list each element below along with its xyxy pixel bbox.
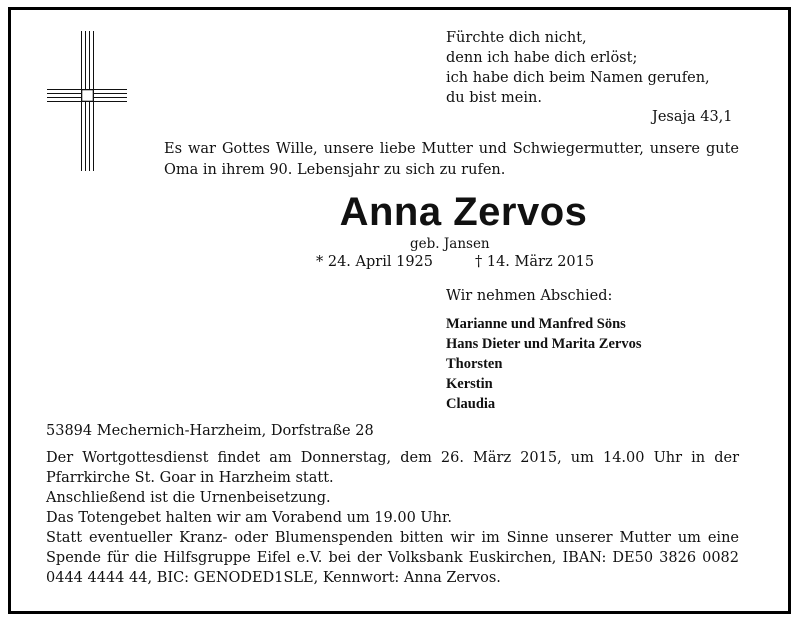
bible-quote	[446, 28, 710, 108]
mourner-name: Thorsten	[446, 356, 503, 372]
intro-text: Es war Gottes Wille, unsere liebe Mutter und Schwiegermutter, unsere gute Oma in ihrem 90. Lebensjahr zu sich zu rufen.	[164, 141, 739, 178]
quote-line: du bist mein.	[446, 90, 542, 106]
life-dates	[316, 254, 594, 270]
mourner-name: Claudia	[446, 396, 496, 412]
detail-paragraph: Statt eventueller Kranz- oder Blumenspenden bitten wir im Sinne unserer Mutter um eine Spende für die Hilfsgruppe Eifel e.V. bei der Volksbank Euskirchen, IBAN: DE50 3826 0082 0444 4444 44, BIC: GENODED1SLE, Kennwort: Anna Zervos.	[46, 530, 739, 586]
mourner-name: Hans Dieter und Marita Zervos	[446, 336, 642, 352]
service-details	[46, 448, 739, 588]
farewell-label: Wir nehmen Abschied:	[446, 288, 613, 304]
mourner-name: Kerstin	[446, 376, 493, 392]
birth-date: * 24. April 1925	[316, 254, 433, 270]
detail-paragraph: Der Wortgottesdienst findet am Donnerstag, dem 26. März 2015, um 14.00 Uhr in der Pfarrkirche St. Goar in Harzheim statt.	[46, 450, 739, 486]
mourner-name: Marianne und Manfred Söns	[446, 316, 626, 332]
death-date: † 14. März 2015	[475, 254, 595, 270]
born-name: geb. Jansen	[410, 236, 490, 252]
detail-paragraph: Das Totengebet halten wir am Vorabend um 19.00 Uhr.	[46, 510, 452, 526]
detail-paragraph: Anschließend ist die Urnenbeisetzung.	[46, 490, 331, 506]
deceased-name: Anna Zervos	[339, 190, 588, 234]
cross-icon	[47, 31, 127, 171]
quote-line: denn ich habe dich erlöst;	[446, 50, 638, 66]
address: 53894 Mechernich-Harzheim, Dorfstraße 28	[46, 423, 374, 439]
quote-line: Fürchte dich nicht,	[446, 30, 587, 46]
mourners-list	[446, 314, 641, 414]
deceased-name-row	[0, 190, 800, 235]
quote-line: ich habe dich beim Namen gerufen,	[446, 70, 710, 86]
quote-reference: Jesaja 43,1	[652, 109, 733, 125]
